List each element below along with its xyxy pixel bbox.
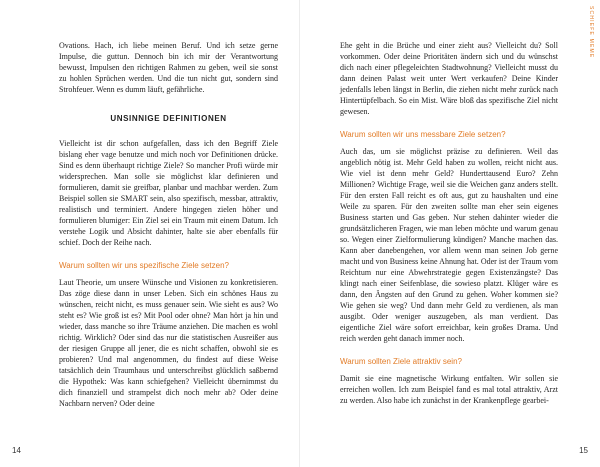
left-question-heading: Warum sollten wir uns spezifische Ziele setzen?	[59, 261, 229, 270]
right-question-heading-1: Warum sollten wir uns messbare Ziele setzen?	[340, 130, 506, 139]
right-question-paragraph-2: Damit sie eine magnetische Wirkung entfalten. Wir sollen sie erreichen wollen. Ich zum Beispiel fand es mal total attraktiv, Arzt zu werden. Also habe ich zunächst in der Krankenpflege gearbei-	[340, 374, 558, 405]
left-question-paragraph: Laut Theorie, um unsere Wünsche und Visionen zu konkretisieren. Das zöge diese dann in unser Leben. Sich ein schönes Haus zu wünschen, reicht nicht, es muss genauer sein. Wie sieht es aus? Wo steht es? Wie groß ist es? Mit Pool oder ohne? Man hört ja hin und wieder, dass manche so ihre Träume anziehen. Die machen es wohl richtig. Wirklich? Oder sind das nur die statistischen Ausreißer aus der riesigen Gruppe all jener, die es nicht schaffen, obwohl sie es probieren? Und mal angenommen, du findest auf diese Weise tatsächlich dein Traumhaus und unterschreibst glücklich saßbernd die Hypothek: Was kann schiefgehen? Vielleicht übernimmst du dich finanziell und strampelst dich noch mehr ab? Oder deine Nachbarn nerven? Oder deine	[59, 278, 278, 408]
left-intro-paragraph: Ovations. Hach, ich liebe meinen Beruf. Und ich setze gerne Impulse, die guttun. Dennoch bin ich mir der Verantwortung bewusst, Impulsen den richtigen Rahmen zu geben, weil sie sonst zu hohlen Sprüchen werden. Und die tun nicht gut, sondern sind Strohfeuer. Wenn es dumm läuft, gefährliche.	[59, 41, 278, 94]
right-question-heading-2: Warum sollten Ziele attraktiv sein?	[340, 357, 462, 366]
left-page-number: 14	[12, 446, 21, 455]
right-page-number: 15	[579, 446, 588, 455]
left-section-paragraph: Vielleicht ist dir schon aufgefallen, dass ich den Begriff Ziele bislang eher vage benutze und mich noch vor Definitionen drücke. Sind es denn überhaupt richtige Ziele? So mancher Profi würde mir widersprechen. Man solle sie möglichst klar definieren und formulieren, damit sie greifbar, planbar und machbar werden. Zum Beispiel sollen sie SMART sein, also spezifisch, messbar, attraktiv, realistisch und terminiert. Andere hingegen zielen höher und formulieren blumiger: Ein Ziel sei ein Traum mit einem Datum. Ich verstehe Logik und Absicht dahinter, halte sie aber ebenfalls für schief. Doch der Reihe nach.	[59, 139, 278, 247]
running-head: SCHIEFE MEME	[588, 6, 594, 59]
right-page	[300, 0, 600, 467]
section-heading: UNSINNIGE DEFINITIONEN	[110, 114, 227, 123]
right-intro-paragraph: Ehe geht in die Brüche und einer zieht aus? Vielleicht du? Soll vorkommen. Oder deine Prioritäten ändern sich und du wünschst dich nach einer pflegeleichten Stadtwohnung? Vielleicht musst du dann deinen Palast weit unter Wert verkaufen? Deine Kinder jedenfalls leben längst in Berlin, die ziehen nicht mehr zurück nach Hintertüpfelbach. So ein Mist. Wäre bloß das spezifische Ziel nicht gewesen.	[340, 41, 558, 116]
left-page-text-column	[59, 40, 278, 409]
right-question-paragraph-1: Auch das, um sie möglichst präzise zu definieren. Weil das angeblich nötig ist. Mehr Geld haben zu wollen, reicht nicht aus. Wie viel ist denn mehr Geld? Hunderttausend Euro? Zehn Millionen? Wichtige Frage, weil sie die Weichen ganz anders stellt. Für den ersten Fall reicht es oft aus, gut zu haushalten und eine Weile zu sparen. Für den zweiten sollte man eher sein eigenes Business starten und Gas geben. Nur stehen dahinter wieder die grundsätzlicheren Fragen, wie man leben möchte und warum genau so. Wegen einer Zielformulierung kündigen? Manche machen das. Kann aber danebengehen, vor allem wenn man seinen Job gerne macht und von Business keine Ahnung hat. Oder ist der Traum vom Reichtum nur eine Abwehrstrategie gegen Existenzängste? Das klingt nach einer Seifenblase, die sowieso platzt. Klüger wäre es dann, den Ängsten auf den Grund zu gehen. Woher kommen sie? Wie gehen sie weg? Und dann mehr Geld zu verdienen, als man ausgibt. Oder weniger auszugeben, als man verdient. Das eigentliche Ziel wäre sofort erreichbar, kein großes Drama. Und reich werden geht danach immer noch.	[340, 147, 558, 343]
right-page-text-column	[340, 40, 558, 406]
